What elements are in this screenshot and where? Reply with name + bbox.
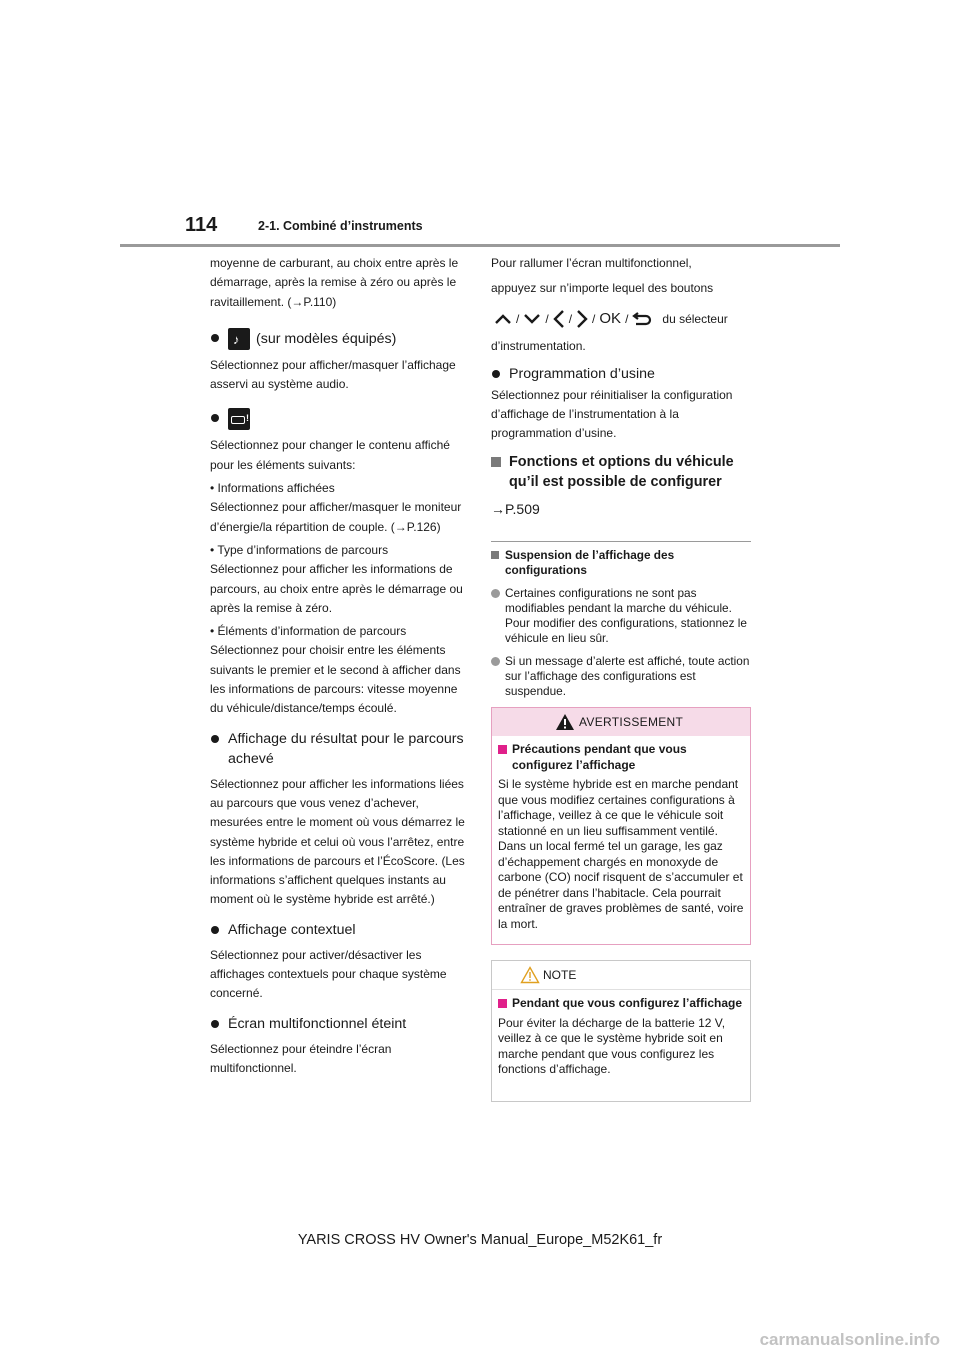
note-title: NOTE [543,968,577,982]
note-heading: Pendant que vous configurez l’affichage [498,996,744,1012]
factory-settings-text: Sélectionnez pour réinitialiser la configuration d’affichage de l’instrumentation à la programmation d’usine. [491,387,733,441]
chevron-right-icon [576,309,588,329]
trip-result-text: Sélectionnez pour afficher les informations liées au parcours que vous venez d’achever, mesurées entre le moment où vous démarrez le système hybride et celui où vous l’arrêtez, entre les informations de parcours et l’ÉcoScore. (Les informations s’affichent quelques instants au moment où le système hybride est arrêté.) [210,776,465,907]
left-column [210,254,465,1078]
warning-heading: Précautions pendant que vous configurez l’affichage [498,742,744,773]
audio-item-heading: ♪ (sur modèles équipés) [210,328,465,350]
suspension-item-1: Certaines configurations ne sont pas modifiables pendant la marche du véhicule. Pour modifier des configurations, stationnez le véhicule en lieu sûr. [491,586,751,646]
warning-title: AVERTISSEMENT [579,715,684,729]
warning-text: Si le système hybride est en marche pendant que vous modifiez certaines configurations à l’affichage, veillez à ce que le véhicule soit stationné en un lieu suffisamment ventilé. Dans un local fermé tel un garage, les gaz d’échappement chargés en monoxyde de carbone (CO) nocif risquent de s’accumuler et de pénétrer dans l’habitacle. Cela pourrait entraîner de graves problèmes de santé, voire la mort. [498,777,744,931]
warning-box [491,707,751,945]
warning-header [492,708,750,736]
selector-suffix: du sélecteur [662,311,728,326]
page-number: 114 [185,214,218,236]
screen-off-text: Sélectionnez pour éteindre l’écran multifonctionnel. [210,1041,392,1075]
vehicle-options-ref: →P.509 [491,500,540,517]
relight-text-3: d’instrumentation. [491,338,586,353]
chevron-left-icon [553,309,565,329]
vehicle-info-icon: ! [228,408,250,430]
music-note-icon: ♪ [228,328,250,350]
sub1-title: • Informations affichées [210,481,335,496]
back-arrow-icon [632,311,652,327]
relight-text-2: appuyez sur n’importe lequel des boutons [491,281,714,296]
selector-buttons: / / / / OK / du sélecteur [491,307,751,331]
heading-trip-result: Affichage du résultat pour le parcours achevé [210,729,465,769]
audio-item-text: Sélectionnez pour afficher/masquer l’affichage asservi au système audio. [210,357,456,392]
heading-context-display: Affichage contextuel [210,920,465,940]
sub3-title: • Éléments d’information de parcours [210,624,407,639]
warning-triangle-icon [555,713,575,731]
header-rule [120,244,840,247]
right-column [491,254,751,699]
sub3-text: Sélectionnez pour choisir entre les éléments suivants le premier et le second à afficher dans les informations de parcours: vitesse moyenne du véhicule/distance/temps écoulé. [210,643,461,716]
sub1-text: Sélectionnez pour afficher/masquer le moniteur d’énergie/la répartition de couple. (→P.126) [210,500,462,534]
intro-text: moyenne de carburant, au choix entre après le démarrage, après la remise à zéro ou après le ravitaillement. (→P.110) [210,256,459,309]
vehicle-item-heading [210,408,465,430]
vehicle-item-text: Sélectionnez pour changer le contenu affiché pour les éléments suivants: [210,438,450,472]
chevron-up-icon [494,312,512,326]
suspension-item-2: Si un message d’alerte est affiché, toute action sur l’affichage des configurations est suspendue. [491,654,751,699]
note-triangle-icon [520,966,540,984]
watermark: carmanualsonline.info [759,1330,940,1349]
heading-vehicle-options: Fonctions et options du véhicule qu’il est possible de configurer [491,452,751,492]
ok-button-label: OK [599,310,622,328]
context-display-text: Sélectionnez pour activer/désactiver les affichages contextuels pour chaque système concerné. [210,947,447,1001]
section-title: 2-1. Combiné d’instruments [258,219,423,233]
chevron-down-icon [523,312,541,326]
note-box [491,960,751,1102]
relight-text-1: Pour rallumer l’écran multifonctionnel, [491,256,692,270]
heading-factory-settings: Programmation d’usine [491,364,751,384]
sub2-title: • Type d’informations de parcours [210,542,389,557]
suspension-section [491,541,751,699]
note-header [492,961,750,990]
heading-screen-off: Écran multifonctionnel éteint [210,1014,465,1034]
note-text: Pour éviter la décharge de la batterie 12 V, veillez à ce que le système hybride soit en marche pendant que vous configurez les fonctions d’affichage. [498,1015,726,1076]
sub2-text: Sélectionnez pour afficher les informations de parcours, au choix entre après le démarrage ou après la remise à zéro. [210,562,463,615]
suspension-title: Suspension de l’affichage des configurations [491,548,751,578]
footer-text: YARIS CROSS HV Owner's Manual_Europe_M52K61_fr [297,1232,663,1248]
